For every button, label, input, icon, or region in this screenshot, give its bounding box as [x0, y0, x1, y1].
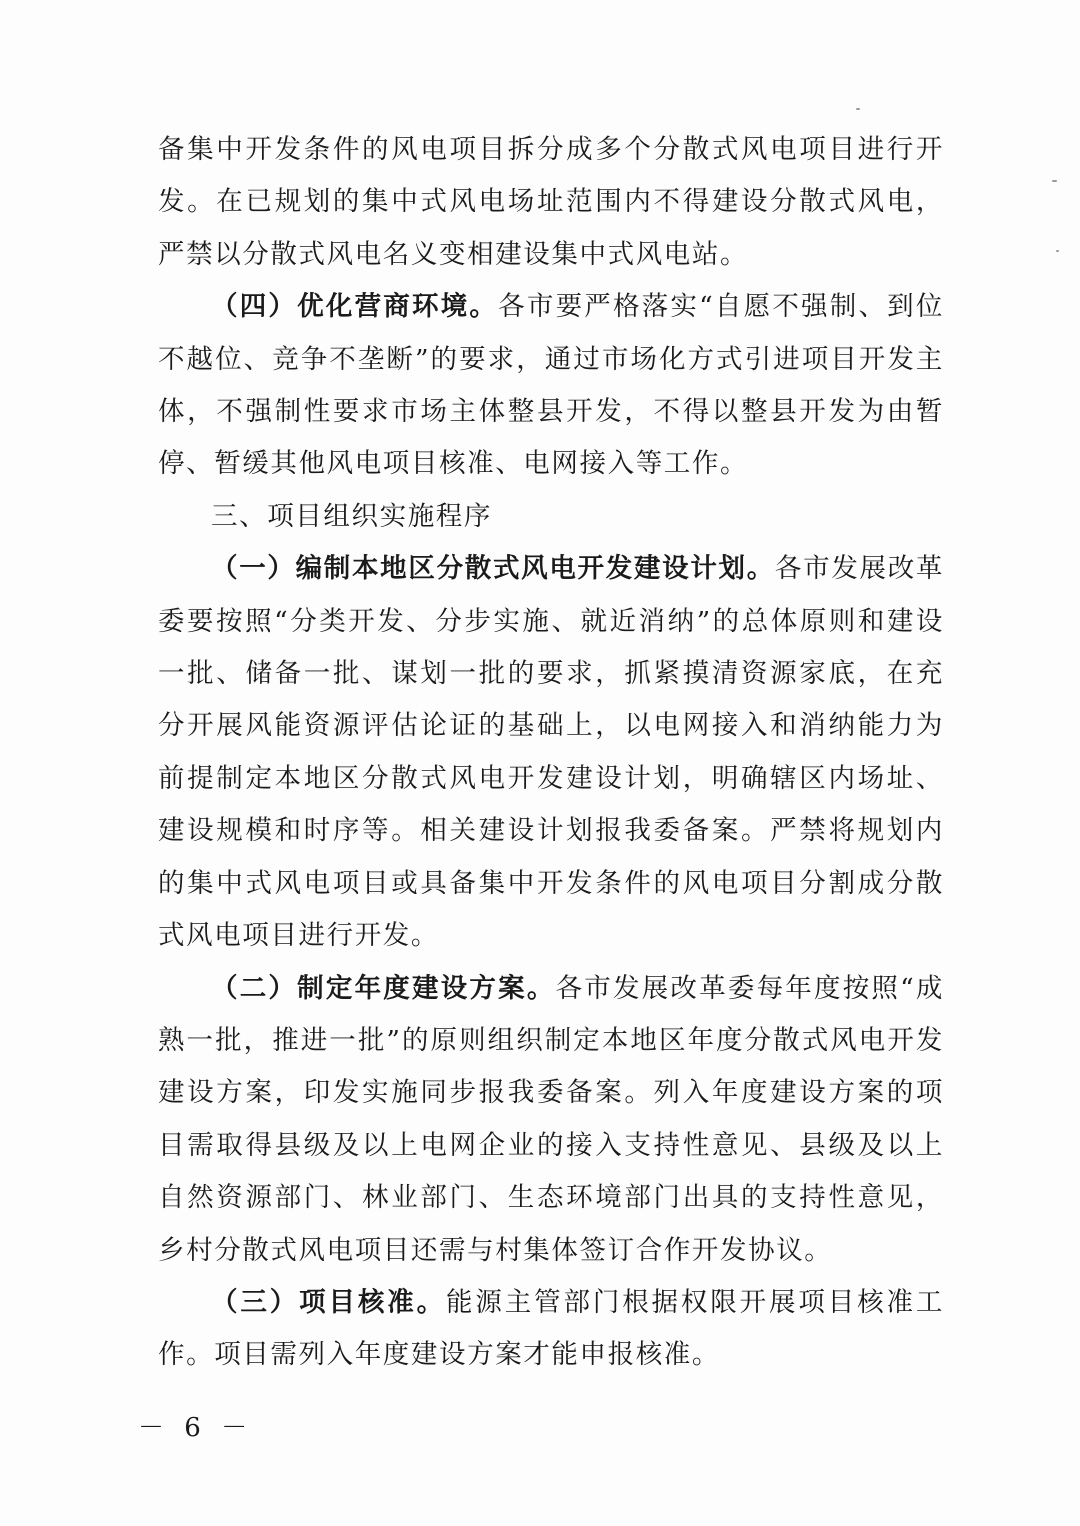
paragraph-5	[158, 1277, 944, 1382]
scan-speck	[1052, 180, 1057, 182]
paragraph-2-lead: （四）优化营商环境。	[211, 291, 499, 323]
scan-speck	[1056, 250, 1059, 252]
document-body	[158, 124, 944, 1382]
paragraph-3	[158, 543, 944, 962]
paragraph-3-text: 各市发展改革委要按照“分类开发、分步实施、就近消纳”的总体原则和建设一批、储备一批、谋划一批的要求，抓紧摸清资源家底，在充分开展风能资源评估论证的基础上，以电网接入和消纳能力为前提制定本地区分散式风电开发建设计划，明确辖区内场址、建设规模和时序等。相关建设计划报我委备案。严禁将规划内的集中式风电项目或具备集中开发条件的风电项目分割成分散式风电项目进行开发。	[158, 553, 945, 952]
paragraph-2-text: 各市要严格落实“自愿不强制、到位不越位、竞争不垄断”的要求，通过市场化方式引进项目开发主体，不强制性要求市场主体整县开发，不得以整县开发为由暂停、暂缓其他风电项目核准、电网接入等工作。	[158, 291, 944, 480]
paragraph-4	[158, 963, 944, 1277]
paragraph-4-text: 各市发展改革委每年度按照“成熟一批，推进一批”的原则组织制定本地区年度分散式风电开发建设方案，印发实施同步报我委备案。列入年度建设方案的项目需取得县级及以上电网企业的接入支持性意见、县级及以上自然资源部门、林业部门、生态环境部门出具的支持性意见，乡村分散式风电项目还需与村集体签订合作开发协议。	[158, 972, 945, 1266]
paragraph-2	[158, 281, 944, 491]
paragraph-5-text: 能源主管部门根据权限开展项目核准工作。项目需列入年度建设方案才能申报核准。	[158, 1286, 944, 1371]
paragraph-4-lead: （二）制定年度建设方案。	[211, 972, 556, 1004]
scan-speck	[856, 108, 860, 110]
paragraph-5-lead: （三）项目核准。	[211, 1286, 446, 1318]
section-heading	[158, 491, 944, 543]
page-number: － 6 －	[138, 1413, 254, 1443]
paragraph-3-lead: （一）编制本地区分散式风电开发建设计划。	[211, 553, 775, 585]
section-heading-text: 三、项目组织实施程序	[211, 500, 492, 532]
paragraph-1	[158, 124, 944, 281]
paragraph-1-text: 备集中开发条件的风电项目拆分成多个分散式风电项目进行开发。在已规划的集中式风电场址范围内不得建设分散式风电，严禁以分散式风电名义变相建设集中式风电站。	[158, 134, 944, 270]
